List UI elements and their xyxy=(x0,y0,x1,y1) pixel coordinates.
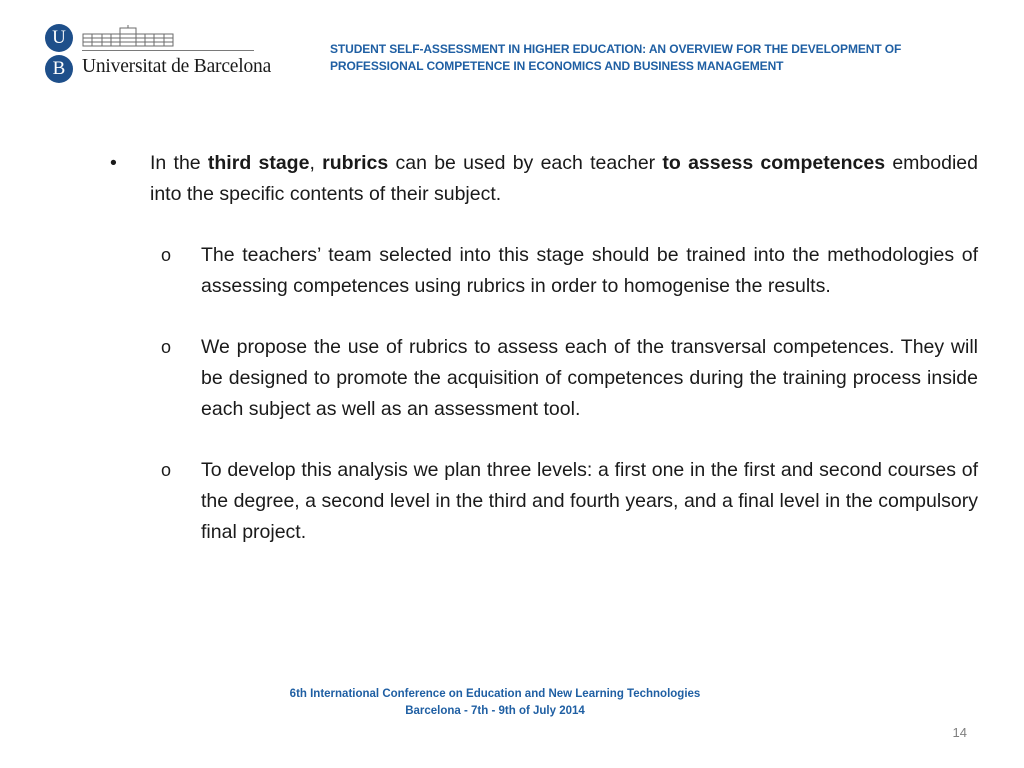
presentation-title-line-1: STUDENT SELF-ASSESSMENT IN HIGHER EDUCATION: AN OVERVIEW FOR THE DEVELOPMENT OF xyxy=(330,42,902,56)
sub-bullet-item xyxy=(161,455,978,548)
bullet-marker: • xyxy=(110,152,117,174)
conference-footer xyxy=(0,686,990,720)
logo-u-emblem: U xyxy=(45,24,73,52)
university-name: Universitat de Barcelona xyxy=(82,56,272,77)
presentation-title xyxy=(330,41,990,75)
sub-bullet-text: To develop this analysis we plan three levels: a first one in the first and second courses of the degree, a second level in the third and fourth years, and a final level in the compulsory final project. xyxy=(201,459,978,543)
logo-b-emblem: B xyxy=(45,55,73,83)
bullet-text-part: , xyxy=(309,152,323,174)
sub-bullet-item xyxy=(161,332,978,425)
main-bullet xyxy=(110,148,978,210)
bullet-text-part: embodied into the specific contents of their subject. xyxy=(150,152,978,205)
sub-bullet-marker: o xyxy=(161,245,172,265)
sub-bullet-marker: o xyxy=(161,460,172,480)
sub-bullet-text: We propose the use of rubrics to assess each of the transversal competences. They will be designed to promote the acquisition of competences during the training process inside each subject as well as an assessment tool. xyxy=(201,336,978,420)
university-logo xyxy=(42,22,272,84)
conference-dates: Barcelona - 7th - 9th of July 2014 xyxy=(405,705,585,717)
bullet-emphasis-rubrics: rubrics xyxy=(322,152,389,174)
presentation-title-line-2: PROFESSIONAL COMPETENCE IN ECONOMICS AND BUSINESS MANAGEMENT xyxy=(330,59,784,73)
page-number: 14 xyxy=(952,725,967,740)
sub-bullet-marker: o xyxy=(161,337,172,357)
bullet-text-part: can be used by each teacher xyxy=(388,152,663,174)
bullet-emphasis-assess-competences: to assess competences xyxy=(662,152,886,174)
bullet-emphasis-third-stage: third stage xyxy=(207,152,310,174)
sub-bullet-list xyxy=(110,240,978,548)
conference-name: 6th International Conference on Education and New Learning Technologies xyxy=(289,688,701,700)
logo-divider xyxy=(82,50,254,51)
university-building-icon xyxy=(82,25,174,47)
bullet-text-part: In the xyxy=(150,152,208,174)
sub-bullet-item xyxy=(161,240,978,302)
main-bullet-text xyxy=(150,148,978,210)
sub-bullet-text: The teachers’ team selected into this stage should be trained into the methodologies of assessing competences using rubrics in order to homogenise the results. xyxy=(201,244,978,297)
slide-content xyxy=(110,148,978,578)
